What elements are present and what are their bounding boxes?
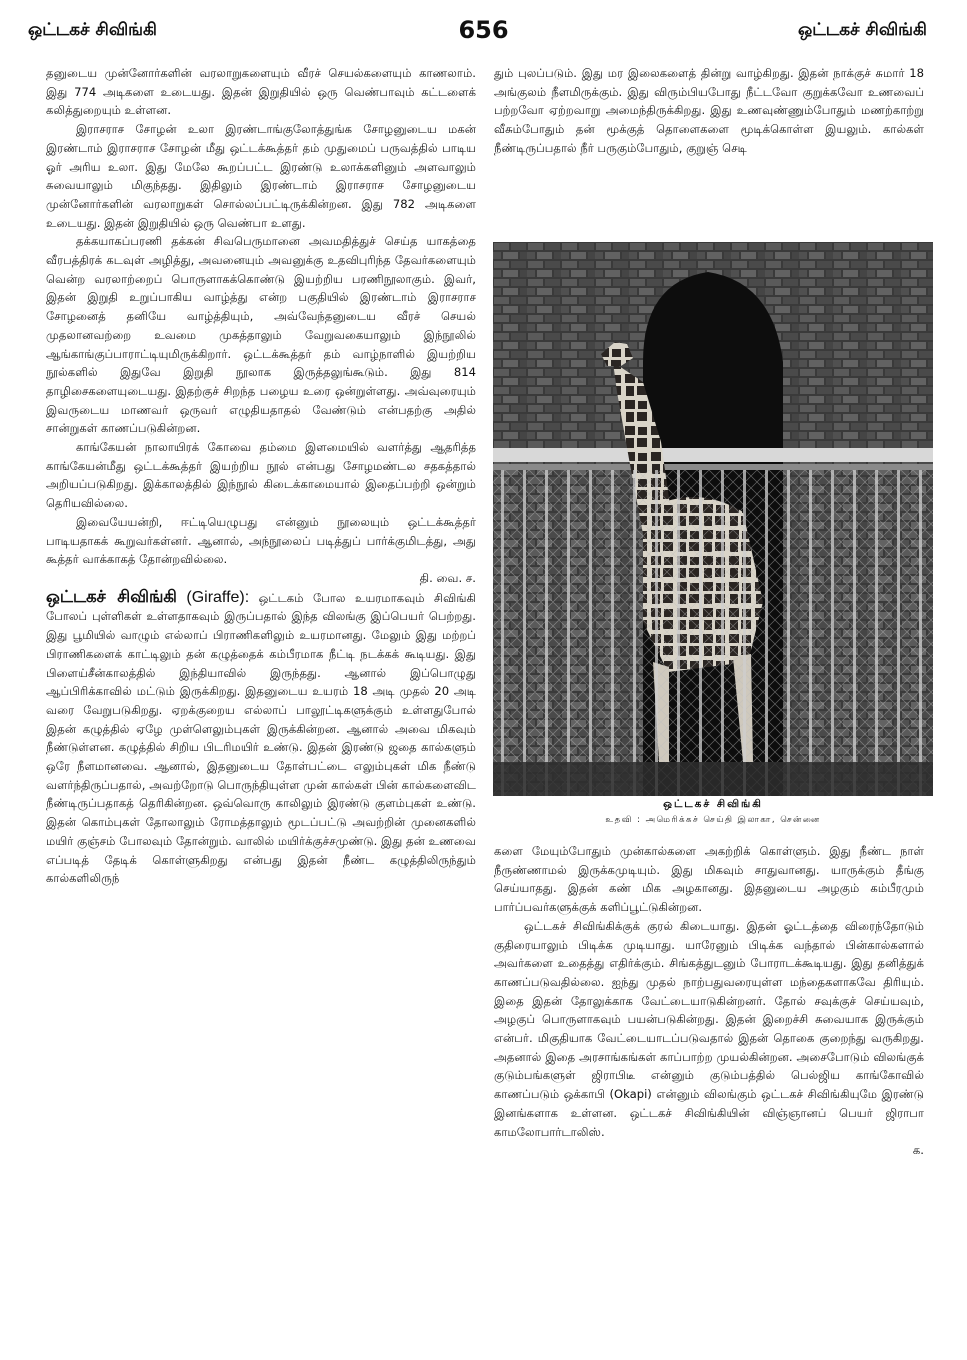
- right-column-bottom: [494, 842, 924, 1160]
- paragraph: தனுடைய முன்னோர்களின் வரலாறுகளையும் வீரச் செயல்களையும் காணலாம். இது 774 அடிகளை உடையது. இதன் இறுதியில் ஒரு வெண்பாவும் கட்டளைக் கலித்துறையும் உள்ளன.: [46, 66, 476, 118]
- giraffe-photo: [493, 242, 933, 796]
- running-title-right: ஒட்டகச் சிவிங்கி: [798, 20, 927, 40]
- photo-credit: உதவி : அமெரிக்கச் செய்தி இலாகா, சென்னை: [605, 815, 821, 825]
- paragraph: களை மேயும்போதும் முன்கால்களை அகற்றிக் கொள்ளும். இது நீண்ட நாள் நீருண்ணாமல் இருக்கமுடியும். இது மிகவும் சாதுவானது. யாருக்கும் தீங்கு செய்யாதது. இதன் கண் மிக அழகானது. இதனுடைய அழகும் கம்பீரமும் பார்ப்பவர்களுக்குக் களிப்பூட்டுகின்றன.: [494, 844, 924, 915]
- entry-heading-english: (Giraffe):: [186, 588, 250, 606]
- page-number: 656: [458, 16, 509, 44]
- running-title-left: ஒட்டகச் சிவிங்கி: [28, 20, 157, 40]
- paragraph: இவையேயன்றி, ஈட்டியெழுபது என்னும் நூலையும் ஒட்டக்கூத்தர் பாடியதாகக் கூறுவர்கள்னர். ஆனால், அந்நூலைப் படித்துப் பார்க்குமிடத்து, அது கூத்தர் வாக்காகத் தோன்றவில்லை.: [46, 514, 476, 567]
- paragraph: தும் புலப்படும். இது மர இலைகளைத் தின்று வாழ்கிறது. இதன் நாக்குச் சுமார் 18 அங்குலம் நீளமிருக்கும். இது விரும்பியபோது நீட்டவோ குறுக்கவோ உணவைப் பற்றவோ ஏற்றவாறு அமைந்திருக்கிறது. இது உணவுண்ணும்போதும் மணற்காற்று வீசும்போதும் தன் மூக்குத் தொளைகளை மூடிக்கொள்ள இயலும். கால்கள் நீண்டிருப்பதால் நீர் பருகும்போதும், குறுஞ் செடி: [494, 66, 924, 155]
- signature-line: [46, 569, 476, 588]
- paragraph: ஒட்டகச் சிவிங்கிக்குக் குரல் கிடையாது. இதன் ஓட்டத்தை விரைந்தோடும் குதிரையாலும் பிடிக்க முடியாது. யாரேனும் பிடிக்க வந்தால் பின்கால்களால் அவர்களை உதைத்து எதிர்க்கும். சிங்கத்துடனும் போராடக்கூடியது. இது தனித்துக் காணப்படுவதில்லை. ஐந்து முதல் நாற்பதுவரையுள்ள மந்தைகளாகவே திரியும். இதை இதன் தோலுக்காக வேட்டையாடுகின்றனர். தோல் சவுக்குச் செய்யவும், அழகுப் பொருளாகவும் பயன்படுகின்றது. இதன் இறைச்சி சுவையாக இருக்கும் என்பர். மிகுதியாக வேட்டையாடப்படுவதால் இதன் தொகை குறைந்து வருகிறது. அதனால் இதை அரசாங்கங்கள் காப்பாற்ற முயல்கின்றன. அசைபோடும் விலங்குக் குடும்பங்களுள் ஜிராபிடீ என்னும் குடும்பத்தில் பெல்ஜிய காங்கோவில் காணப்படும் ஒக்காபி (Okapi) என்னும் விலங்கும் ஒட்டகச் சிவிங்கியுமே இரண்டு இனங்களாக உள்ளன. ஒட்டகச் சிவிங்கியின் விஞ்ஞானப் பெயர் ஜிராபா காமலோபார்டாலிஸ்.: [494, 918, 924, 1139]
- signature-line: [494, 1141, 924, 1160]
- paragraph: காங்கேயன் நாலாயிரக் கோவை தம்மை இளமையில் வளர்த்து ஆதரித்த காங்கேயன்மீது ஒட்டக்கூத்தர் இயற்றிய நூல் என்பது சோழமண்டல சதகத்தால் அறியப்படுகிறது. இக்காலத்தில் இந்நூல் கிடைக்காமையால் இதைப்பற்றி ஒன்றும் தெரியவில்லை.: [46, 440, 476, 511]
- entry-heading: ஒட்டகச் சிவிங்கி: [46, 586, 177, 606]
- photo-caption: ஒட்டகச் சிவிங்கி: [663, 798, 763, 810]
- page-header: [0, 0, 967, 56]
- right-column-top: [494, 64, 924, 158]
- author-initials: க.: [912, 1143, 924, 1158]
- author-initials: தி. வை. ச.: [419, 570, 476, 585]
- left-column: [46, 64, 476, 888]
- entry-paragraph: [46, 588, 476, 888]
- paragraph: இராசராச சோழன் உலா இரண்டாங்குலோத்துங்க சோழனுடைய மகன் இரண்டாம் இராசராச சோழன் மீது ஒட்டக்கூத்தர் தம் முதுமைப் பருவத்தில் பாடிய ஓர் அரிய உலா. இது மேலே கூறப்பட்ட இரண்டு உலாக்களினும் அளவாலும் சுவையாலும் மிகுந்தது. இதிலும் இரண்டாம் இராசராச சோழனுடைய முன்னோர்களின் வரலாறுகள் சொல்லப்பட்டிருக்கின்றன. இது 782 அடிகளை உடையது. இதன் இறுதியில் ஒரு வெண்பா உளது.: [46, 122, 476, 230]
- entry-text: ஒட்டகம் போல உயரமாகவும் சிவிங்கி போலப் புள்ளிகள் உள்ளதாகவும் இருப்பதால் இந்த விலங்கு இப்பெயர் பெற்றது. இது பூமியில் வாழும் எல்லாப் பிராணிகளிலும் உயரமானது. மேலும் இது மற்றப் பிராணிகளைக் காட்டிலும் தன் கழுத்தைக் கம்பீரமாக நீட்டி நடக்கக் கூடியது. இது பிளைய்சீன்காலத்தில் இந்தியாவில் இருந்தது. ஆனால் இப்பொழுது ஆப்பிரிக்காவில் மட்டும் இருக்கிறது. இதனுடைய உயரம் 18 அடி முதல் 20 அடி வரை வேறுபடுகிறது. ஏறக்குறைய எல்லாப் பாலூட்டிகளுக்கும் உள்ளதுபோல் இதன் கழுத்தில் ஏழே முள்ளெலும்புகள் இருக்கின்றன. ஆனால் அவை மிகவும் நீண்டுள்ளன. கழுத்தில் சிறிய பிடரிமயிர் உண்டு. இதன் இரண்டு ஜதை கால்களும் ஒரே நீளமானவை. ஆனால், இதனுடைய தோள்பட்டை எலும்புகள் மிக நீண்டு வளர்ந்திருப்பதால், அவற்றோடு பொருந்தியுள்ள முன் கால்கள் பின் கால்களைவிட நீண்டிருப்பதாகத் தெரிகின்றன. ஒவ்வொரு காலிலும் இரண்டு குளம்புகள் உண்டு. இதன் கொம்புகள் தோலாலும் ரோமத்தாலும் மூடப்பட்டு அவற்றின் முனைகளில் மயிர் குஞ்சம் போலவும் தோன்றும். வாலில் மயிர்க்குச்சமுண்டு. இது தன் உணவை எப்படித் தேடிக் கொள்ளுகிறது என்பது இதன் நீண்ட கழுத்திலிருந்தும் கால்களிலிருந்: [46, 590, 476, 886]
- paragraph: தக்கயாகப்பரணி தக்கன் சிவபெருமானை அவமதித்துச் செய்த யாகத்தை வீரபத்திரக் கடவுள் அழித்து, அவனையும் அவனுக்கு உதவிபுரிந்த தேவர்களையும் வென்ற வரலாற்றைப் பொருளாகக்கொண்டு இயற்றிய பரணிநூலாகும். இவர், இதன் இறுதி உறுப்பாகிய வாழ்த்து என்ற பகுதியில் இரண்டாம் இராசராச சோழனைத் தனியே வாழ்த்தியும், அவ்வேந்தனுடைய வீரச் செயல் முதலானவற்றை உவமை முகத்தாலும் வேறுவகையாலும் இந்நூலில் ஆங்காங்குப்பாராட்டியுமிருக்கிறார். ஒட்டக்கூத்தர் தம் வாழ்நாளில் இயற்றிய நூல்களில் இதுவே இறுதி நூலாக இருத்தலுங்கூடும். இது 814 தாழிசைகளையுடையது. இதற்குச் சிறந்த பழைய உரை ஒன்றுள்ளது. அவ்வுரையும் இவருடைய மாணவர் ஒருவர் எழுதியதாதல் வேண்டும் என்பதற்கு அதில் சான்றுகள் காணப்படுகின்றன.: [46, 234, 476, 436]
- photo-caption-block: [493, 798, 933, 826]
